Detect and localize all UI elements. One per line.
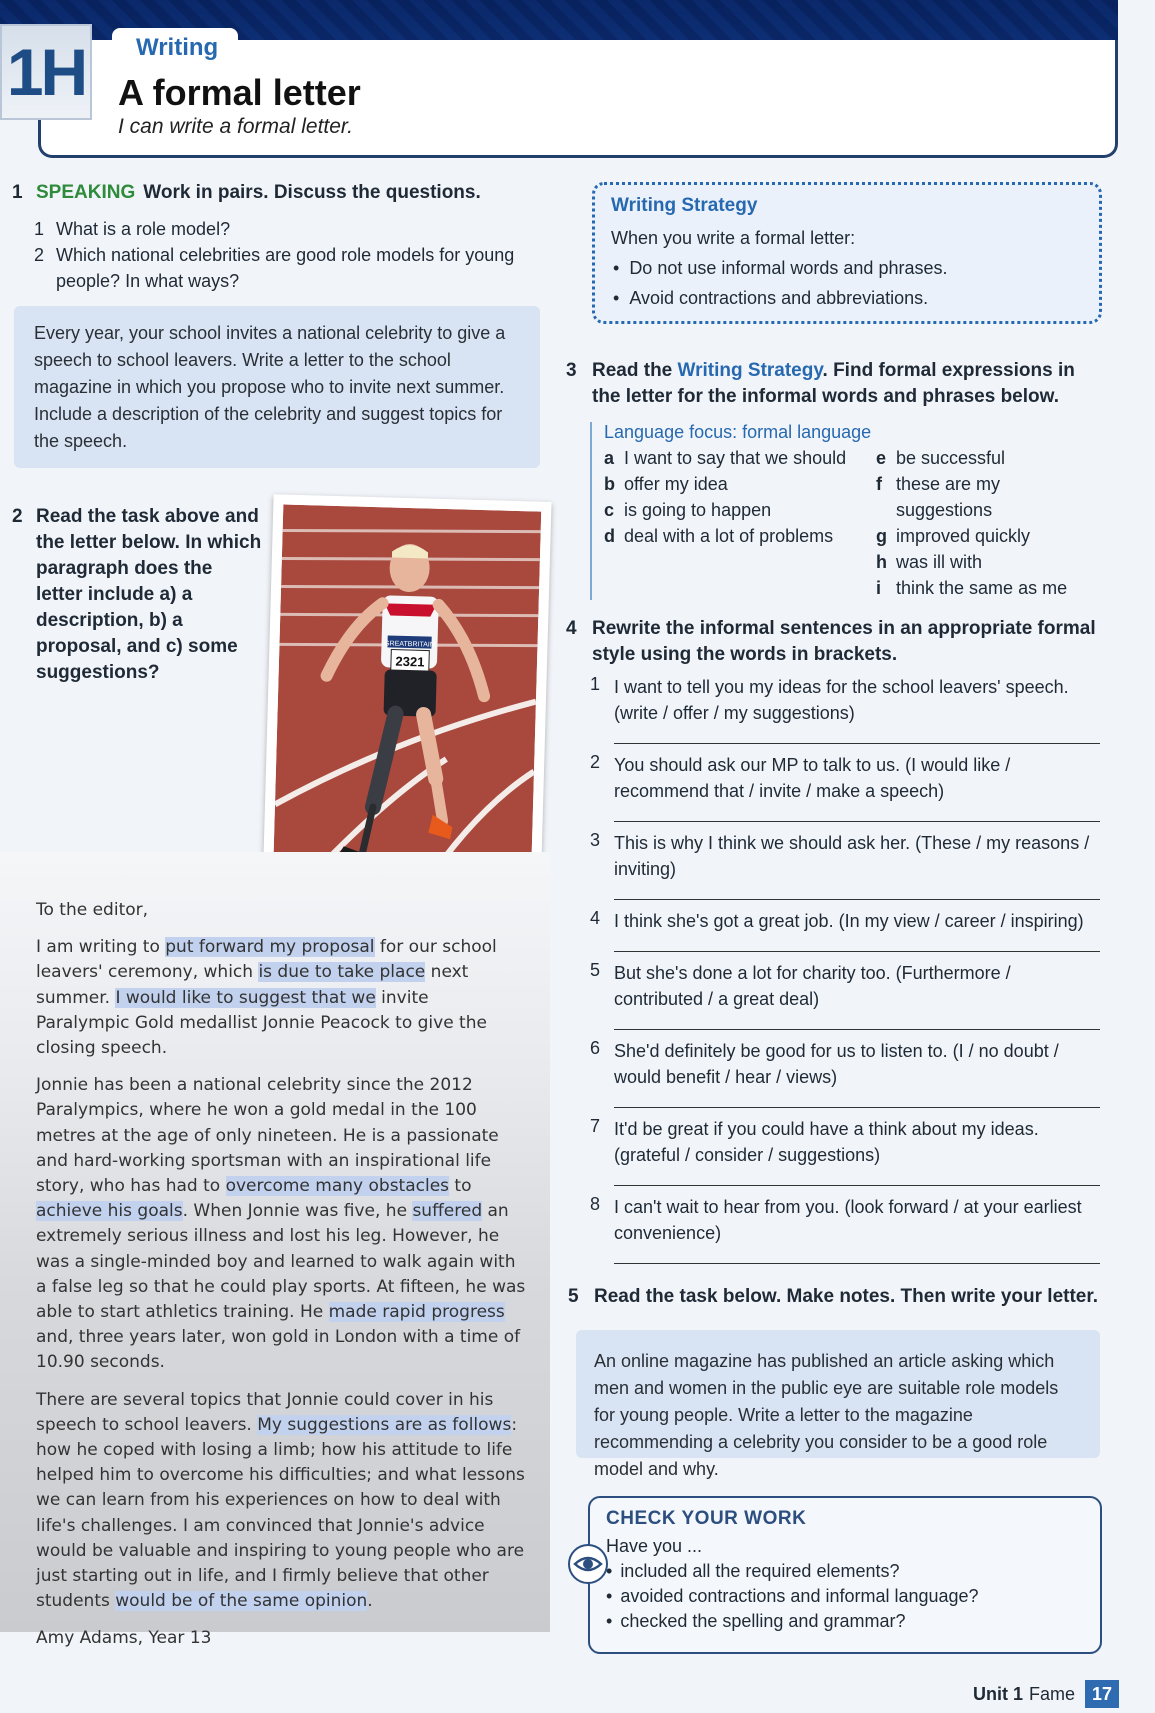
exercise-5-instruction: Read the task below. Make notes. Then write your letter. [594, 1286, 1098, 1307]
letter-text: : how he coped with losing a limb; how his attitude to life helped him to overcome his difficulties; and what lessons we can learn from his experiences on how to deal with life's challenges. I am convinced that Jonnie's advice would be valuable and inspiring to young people who are just starting out in life, and I firmly believe that other students [36, 1414, 525, 1612]
highlighted-phrase: My suggestions are as follows [257, 1414, 512, 1435]
strategy-list [611, 253, 1083, 313]
answer-line[interactable] [614, 899, 1100, 900]
lesson-badge: 1H [0, 24, 92, 120]
item-text: offer my idea [624, 474, 728, 494]
item-number: 8 [590, 1194, 601, 1214]
section-tab: Writing [112, 28, 238, 68]
exercise-1-questions [34, 216, 542, 294]
question-number: 1 [34, 219, 45, 239]
letter-greeting: To the editor, [36, 900, 149, 920]
lesson-title: A formal letter [118, 72, 361, 113]
runner-image [273, 504, 542, 891]
list-item [876, 445, 1086, 471]
item-letter: d [604, 526, 615, 546]
letter-text: There are several topics that Jonnie could cover in his speech to school leavers. [36, 1389, 494, 1435]
answer-line[interactable] [614, 1107, 1100, 1108]
strategy-title: Writing Strategy [611, 195, 758, 216]
check-title: CHECK YOUR WORK [606, 1508, 807, 1529]
letter-text: next summer. [36, 962, 469, 1008]
answer-line[interactable] [614, 821, 1100, 822]
strategy-intro: When you write a formal letter: [611, 228, 856, 248]
list-item [34, 216, 542, 242]
item-letter: c [604, 500, 615, 520]
eye-icon [568, 1544, 608, 1584]
athlete-photo [262, 494, 551, 902]
list-item: • Do not use informal words and phrases. [613, 253, 1083, 283]
item-number: 2 [590, 752, 601, 772]
letter-text: to [449, 1176, 472, 1197]
exercise-1-number: 1 [12, 182, 23, 203]
list-item [590, 958, 1100, 1036]
highlighted-phrase: is due to take place [258, 962, 426, 983]
highlighted-phrase: put forward my proposal [165, 937, 375, 958]
exercise-4-items [590, 672, 1100, 1270]
highlighted-phrase: made rapid progress [328, 1302, 505, 1323]
letter-text: Jonnie has been a national celebrity since the 2012 Paralympics, where he won a gold medal in the 100 metres at the age of only nineteen. He is a passionate and hard-working sportsman with an inspirational life story, who has had to [36, 1075, 499, 1197]
letter-paragraph-2 [36, 1073, 526, 1375]
item-number: 1 [590, 674, 601, 694]
exercise-3-number: 3 [566, 360, 577, 381]
language-focus-right [876, 445, 1086, 601]
list-item: • checked the spelling and grammar? [606, 1609, 1084, 1634]
letter-text: invite Paralympic Gold medallist Jonnie Peacock to give the closing speech. [36, 987, 487, 1059]
list-item [604, 523, 876, 549]
item-text: was ill with [896, 552, 983, 572]
highlighted-phrase: suffered [412, 1201, 483, 1222]
page-number: 17 [1085, 1680, 1119, 1708]
instruction-text: . Find formal expressions in the letter for the informal words and phrases below. [592, 360, 1075, 407]
highlighted-phrase: overcome many obstacles [225, 1176, 450, 1197]
exercise-1-task-box: Every year, your school invites a national celebrity to give a speech to school leavers. Write a letter to the school magazine in which you propose who to invite next summer. Include a description of the celebrity and suggest topics for the speech. [14, 306, 540, 468]
exercise-5-number: 5 [568, 1286, 579, 1307]
letter-text: an extremely serious illness and lost his leg. However, he was a single-minded boy and learned to walk again with a false leg so that he could play sports. At fifteen, he was able to start athletics training. He [36, 1201, 526, 1323]
letter-paragraph-3 [36, 1388, 526, 1615]
speaking-label: SPEAKING [36, 182, 136, 203]
list-item: • included all the required elements? [606, 1559, 1084, 1584]
item-text: I can't wait to hear from you. (look forward / at your earliest convenience) [614, 1197, 1082, 1243]
strategy-reference: Writing Strategy [677, 360, 823, 381]
item-text: improved quickly [896, 526, 1031, 546]
highlighted-phrase: would be of the same opinion [115, 1591, 368, 1612]
page-footer [973, 1680, 1119, 1708]
answer-line[interactable] [614, 1029, 1100, 1030]
item-letter: a [604, 448, 615, 468]
list-item [876, 471, 1086, 523]
list-item [604, 497, 876, 523]
exercise-4-instruction: Rewrite the informal sentences in an appropriate formal style using the words in brackets. [592, 618, 1096, 665]
item-text: She'd definitely be good for us to listen to. (I / no doubt / would benefit / hear / views) [614, 1041, 1059, 1087]
question-number: 2 [34, 245, 45, 265]
item-number: 4 [590, 908, 601, 928]
item-number: 3 [590, 830, 601, 850]
answer-line[interactable] [614, 951, 1100, 952]
item-number: 6 [590, 1038, 601, 1058]
language-focus-left [604, 445, 876, 601]
item-text: these are my suggestions [896, 474, 1001, 520]
model-letter [36, 898, 526, 1664]
list-item [604, 471, 876, 497]
list-item [604, 445, 876, 471]
lesson-objective: I can write a formal letter. [118, 115, 353, 138]
writing-strategy-box [592, 182, 1102, 324]
list-item [590, 1036, 1100, 1114]
item-text: think the same as me [896, 578, 1068, 598]
language-focus-title: Language focus: formal language [604, 422, 872, 442]
list-item [590, 750, 1100, 828]
list-item [590, 828, 1100, 906]
item-text: I think she's got a great job. (In my view / career / inspiring) [614, 911, 1084, 931]
letter-paragraph-1 [36, 935, 526, 1061]
eye-glyph [570, 1546, 606, 1582]
exercise-2-instruction: Read the task above and the letter below. In which paragraph does the letter include a) a description, b) a proposal, and c) some suggestions? [36, 506, 262, 683]
list-item [590, 672, 1100, 750]
letter-text: I am writing to [36, 937, 166, 958]
instruction-text: Read the [592, 360, 678, 381]
item-letter: i [876, 578, 882, 598]
item-text: I want to say that we should [624, 448, 847, 468]
exercise-3-instruction [592, 358, 1102, 410]
exercise-1-instruction [36, 180, 481, 206]
exercise-1-text: Work in pairs. Discuss the questions. [143, 182, 481, 203]
list-item [876, 523, 1086, 549]
item-text: is going to happen [624, 500, 772, 520]
item-letter: e [876, 448, 887, 468]
list-item: • avoided contractions and informal language? [606, 1584, 1084, 1609]
item-text: It'd be great if you could have a think about my ideas. (grateful / consider / suggestions) [614, 1119, 1039, 1165]
check-intro: Have you ... [606, 1536, 703, 1556]
list-item [590, 1192, 1100, 1270]
item-text: deal with a lot of problems [624, 526, 834, 546]
item-text: This is why I think we should ask her. (These / my reasons / inviting) [614, 833, 1090, 879]
language-focus-grid [604, 445, 1090, 601]
check-your-work-box [588, 1496, 1102, 1654]
check-list [606, 1559, 1084, 1634]
unit-label: Unit 1 [972, 1683, 1023, 1704]
letter-signature: Amy Adams, Year 13 [36, 1628, 212, 1649]
item-text: But she's done a lot for charity too. (Furthermore / contributed / a great deal) [614, 963, 1011, 1009]
letter-text: for our school leavers' ceremony, which [36, 937, 497, 983]
list-item [876, 549, 1086, 575]
question-text: What is a role model? [56, 219, 231, 239]
item-text: You should ask our MP to talk to us. (I would like / recommend that / invite / make a speech) [614, 755, 1011, 801]
list-item [34, 242, 542, 294]
exercise-5-task-box: An online magazine has published an article asking which men and women in the public eye are suitable role models for young people. Write a letter to the magazine recommending a celebrity you consider to be a good role model and why. [576, 1330, 1100, 1458]
item-letter: b [604, 474, 615, 494]
item-text: I want to tell you my ideas for the school leavers' speech. (write / offer / my suggestions) [614, 677, 1069, 723]
letter-text: . [367, 1591, 373, 1612]
highlighted-phrase: achieve his goals [36, 1201, 183, 1222]
unit-topic: Fame [1028, 1683, 1075, 1704]
letter-text: . When Jonnie was five, he [182, 1201, 413, 1222]
item-letter: f [876, 474, 882, 494]
answer-line[interactable] [614, 1263, 1100, 1264]
item-letter: h [876, 552, 887, 572]
vest-text: GREATBRITAIN [384, 640, 435, 649]
item-letter: g [876, 526, 887, 546]
exercise-4-number: 4 [566, 618, 577, 639]
item-number: 7 [590, 1116, 601, 1136]
question-text: Which national celebrities are good role models for young people? In what ways? [56, 245, 515, 291]
list-item: • Avoid contractions and abbreviations. [613, 283, 1083, 313]
answer-line[interactable] [614, 1185, 1100, 1186]
list-item [876, 575, 1086, 601]
item-number: 5 [590, 960, 601, 980]
letter-text: and, three years later, won gold in London with a time of 10.90 seconds. [36, 1327, 521, 1373]
answer-line[interactable] [614, 743, 1100, 744]
exercise-2-number: 2 [12, 506, 23, 527]
list-item [590, 1114, 1100, 1192]
bib-number: 2321 [395, 653, 425, 670]
list-item [590, 906, 1100, 958]
language-focus-box [590, 422, 1090, 600]
item-text: be successful [896, 448, 1006, 468]
highlighted-phrase: I would like to suggest that we [115, 987, 376, 1008]
